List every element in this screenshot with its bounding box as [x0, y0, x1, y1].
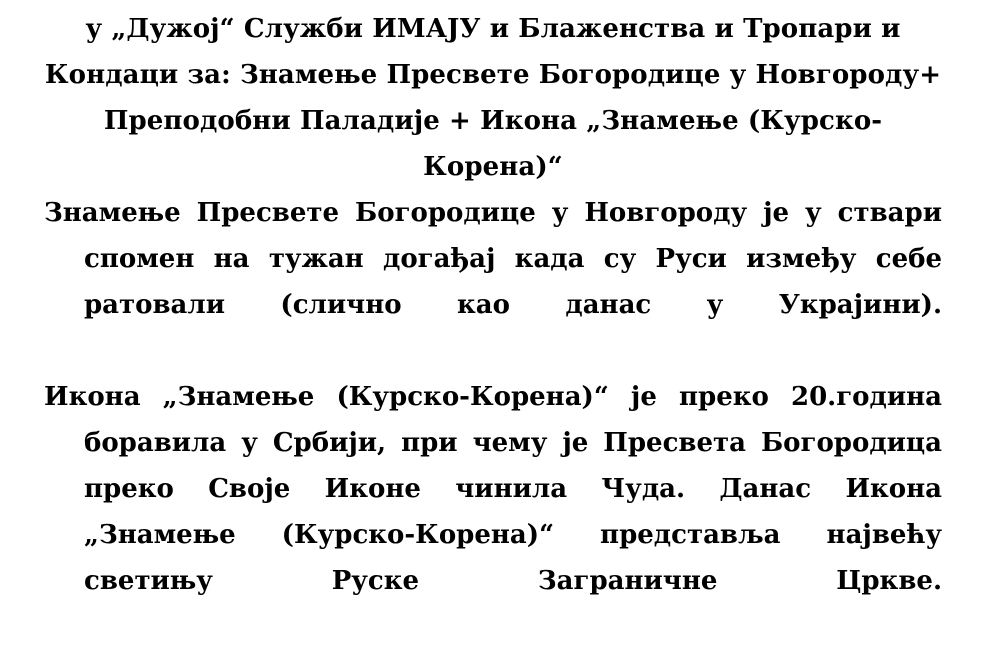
document-heading: у „Дужој“ Служби ИМАЈУ и Блаженства и Тропари и Кондаци за: Знамење Пресвете Богородице у Новгороду+ Преподобни Паладије + Икона „Знамење (Курско-Корена)“: [44, 14, 942, 182]
paragraph-2: Икона „Знамење (Курско-Корена)“ је преко 20.година боравила у Србији, при чему је Пресвета Богородица преко Своје Иконе чинила Чуда. Данас Икона „Знамење (Курско-Корена)“ представља највећу светињу Руске Заграничне Цркве.: [44, 382, 942, 596]
paragraph-1: Знамење Пресвете Богородице у Новгороду је у ствари спомен на тужан догађај када су Руси између себе ратовали (слично као данас у Украјини).: [44, 198, 942, 320]
